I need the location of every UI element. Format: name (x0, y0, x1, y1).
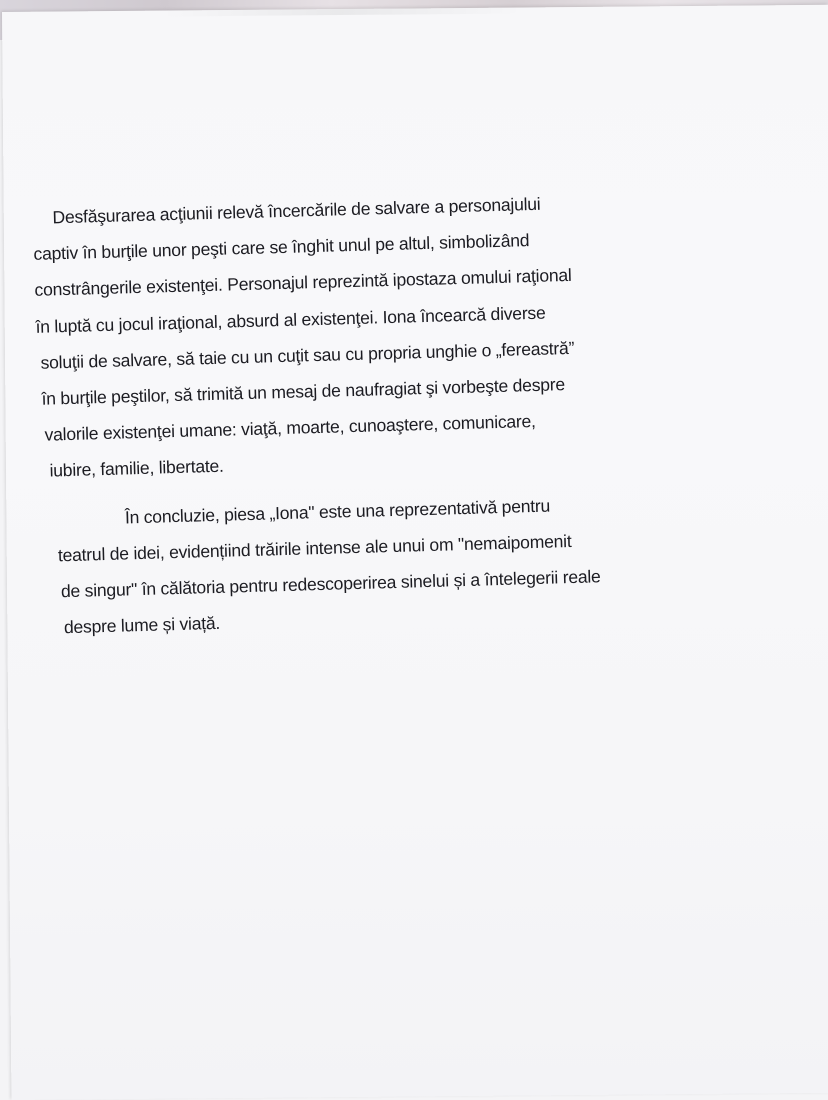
document-text (30, 180, 742, 646)
paragraph-1-line-1: Desfăşurarea acţiunii relevă încercările de salvare a personajului (52, 193, 541, 228)
paragraph-conclusion (38, 482, 742, 646)
paragraph-1-line-3: constrângerile existenţei. Personajul reprezintă ipostaza omului raţional (34, 265, 572, 301)
paragraph-plot-summary (30, 180, 738, 489)
paragraph-1-line-4: în luptă cu jocul iraţional, absurd al existenţei. Iona încearcă diverse (35, 302, 546, 337)
paragraph-2-line-1: În concluzie, piesa „Iona" este una reprezentativă pentru (124, 495, 551, 528)
paragraph-2-line-2: teatrul de idei, evidențiind trăirile intense ale unui om "nemaipomenit (57, 530, 572, 566)
paragraph-1-line-6: în burţile peştilor, să trimită un mesaj de naufragiat şi vorbeşte despre (41, 374, 566, 409)
paragraph-1-line-5: soluţii de salvare, să taie cu un cuţit sau cu propria unghie o „fereastră” (40, 337, 575, 373)
paragraph-2-line-3: de singur" în călătoria pentru redescoperirea sinelui și a întelegerii reale (60, 566, 601, 602)
paragraph-1-line-2: captiv în burţile unor peşti care se înghit unul pe altul, simbolizând (33, 230, 530, 265)
paragraph-1-line-7: valorile existenţei umane: viaţă, moarte, cunoaştere, comunicare, (44, 411, 536, 445)
paragraph-2-line-4: despre lume și viață. (63, 613, 221, 638)
paragraph-1-line-8: iubire, familie, libertate. (49, 456, 224, 481)
